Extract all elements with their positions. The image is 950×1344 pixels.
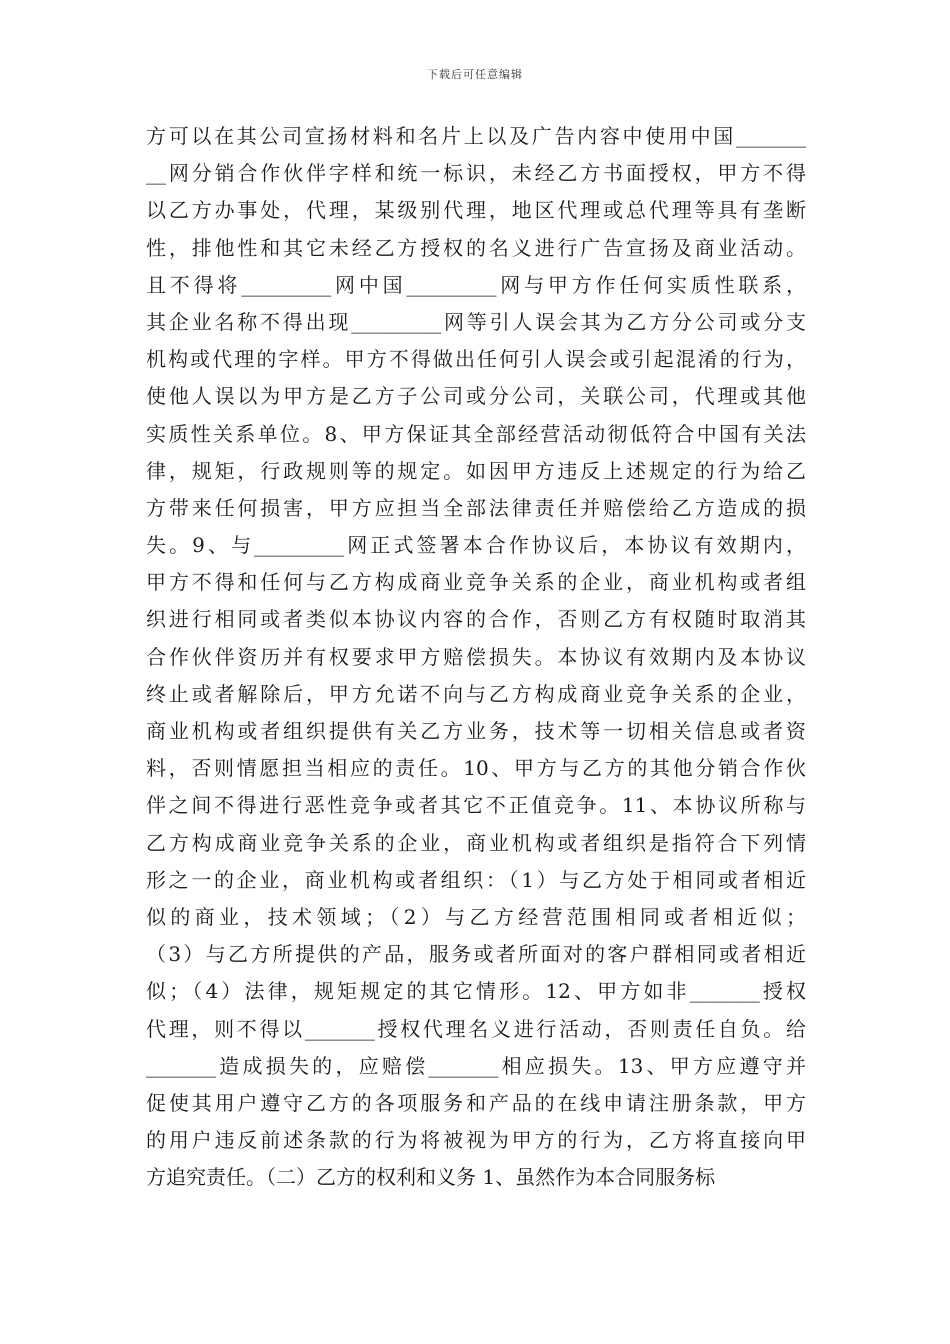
text-line: 合作伙伴资历并有权要求甲方赔偿损失。本协议有效期内及本协议: [146, 644, 806, 669]
text-line: 乙方构成商业竞争关系的企业，商业机构或者组织是指符合下列情: [146, 830, 806, 855]
page-header: 下载后可任意编辑: [427, 68, 523, 81]
text-line: 代理，则不得以_______授权代理名义进行活动，否则责任自负。给: [146, 1016, 806, 1041]
text-line: 形之一的企业，商业机构或者组织：（1）与乙方处于相同或者相近: [146, 867, 806, 892]
text-line: 方追究责任。（二）乙方的权利和义务 1、虽然作为本合同服务标: [146, 1165, 716, 1190]
text-line: 织进行相同或者类似本协议内容的合作，否则乙方有权随时取消其: [146, 607, 806, 632]
text-line: 方带来任何损害，甲方应担当全部法律责任并赔偿给乙方造成的损: [146, 495, 806, 520]
text-line: 方可以在其公司宣扬材料和名片上以及广告内容中使用中国_______: [146, 124, 806, 148]
text-line: 伴之间不得进行恶性竞争或者其它不正值竞争。11、本协议所称与: [146, 793, 806, 818]
text-line: 料，否则情愿担当相应的责任。10、甲方与乙方的其他分销合作伙: [146, 756, 806, 781]
text-line: 促使其用户遵守乙方的各项服务和产品的在线申请注册条款，甲方: [146, 1090, 806, 1115]
text-line: 机构或代理的字样。甲方不得做出任何引人误会或引起混淆的行为，: [146, 347, 806, 372]
text-line: __网分销合作伙伴字样和统一标识，未经乙方书面授权，甲方不得: [146, 161, 806, 186]
text-line: 商业机构或者组织提供有关乙方业务，技术等一切相关信息或者资: [146, 719, 806, 743]
text-line: 终止或者解除后，甲方允诺不向与乙方构成商业竞争关系的企业，: [146, 681, 806, 706]
body-text: [146, 118, 806, 1196]
text-line: （3）与乙方所提供的产品，服务或者所面对的客户群相同或者相近: [146, 942, 806, 967]
text-line: 的用户违反前述条款的行为将被视为甲方的行为，乙方将直接向甲: [146, 1128, 806, 1153]
text-line: _______造成损失的，应赔偿_______相应损失。13、甲方应遵守并: [146, 1053, 806, 1078]
text-line: 使他人误以为甲方是乙方子公司或分公司，关联公司，代理或其他: [146, 384, 806, 409]
text-line: 且不得将_________网中国_________网与甲方作任何实质性联系，: [146, 272, 806, 297]
text-line: 似的商业，技术领域；（2）与乙方经营范围相同或者相近似；: [146, 904, 806, 929]
text-line: 甲方不得和任何与乙方构成商业竞争关系的企业，商业机构或者组: [146, 570, 806, 595]
text-line: 律，规矩，行政规则等的规定。如因甲方违反上述规定的行为给乙: [146, 458, 806, 483]
text-line: 实质性关系单位。8、甲方保证其全部经营活动彻低符合中国有关法: [146, 421, 806, 446]
text-line: 以乙方办事处，代理，某级别代理，地区代理或总代理等具有垄断: [146, 198, 806, 223]
text-line: 似；（4）法律，规矩规定的其它情形。12、甲方如非_______授权: [146, 979, 806, 1004]
text-line: 失。9、与_________网正式签署本合作协议后，本协议有效期内，: [146, 533, 806, 558]
text-line: 其企业名称不得出现_________网等引人误会其为乙方分公司或分支: [146, 309, 806, 334]
text-line: 性，排他性和其它未经乙方授权的名义进行广告宣扬及商业活动。: [146, 235, 806, 260]
